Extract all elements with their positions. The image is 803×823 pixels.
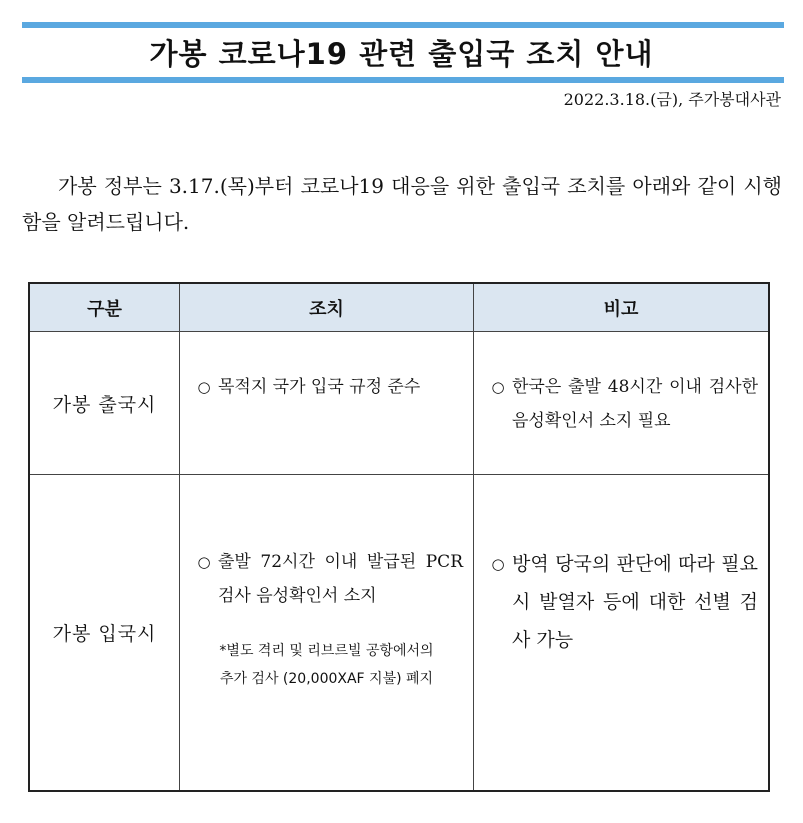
bullet-circle-icon: ○	[491, 378, 505, 396]
header-measure: 조치	[180, 284, 474, 332]
departure-measure-text: 목적지 국가 입국 규정 준수	[218, 377, 421, 397]
header-category: 구분	[30, 284, 180, 332]
dateline: 2022.3.18.(금), 주가봉대사관	[563, 90, 781, 109]
title-underline-rule	[22, 77, 784, 83]
departure-remarks-cell	[474, 332, 768, 475]
arrival-measure-cell	[180, 475, 474, 790]
intro-paragraph: 가봉 정부는 3.17.(목)부터 코로나19 대응을 위한 출입국 조치를 아래와 같이 시행함을 알려드립니다.	[22, 174, 782, 234]
bullet-circle-icon: ○	[197, 378, 211, 396]
arrival-measure-text: 출발 72시간 이내 발급된 PCR 검사 음성확인서 소지	[218, 552, 463, 606]
row-label-arrival: 가봉 입국시	[30, 475, 180, 790]
arrival-remarks-cell	[474, 475, 768, 790]
arrival-measure-footnote	[190, 637, 463, 693]
header-remarks: 비고	[474, 284, 768, 332]
measures-table	[28, 282, 770, 792]
top-rule	[22, 22, 784, 28]
departure-remarks-text: 한국은 출발 48시간 이내 검사한 음성확인서 소지 필요	[512, 377, 758, 431]
page-title: 가봉 코로나19 관련 출입국 조치 안내	[149, 37, 654, 71]
arrival-remarks-text: 방역 당국의 판단에 따라 필요시 발열자 등에 대한 선별 검사 가능	[512, 553, 758, 651]
footnote-line-1: *별도 격리 및 리브르빌 공항에서의	[219, 643, 434, 659]
bullet-circle-icon: ○	[491, 555, 505, 573]
departure-measure-cell	[180, 332, 474, 475]
bullet-circle-icon: ○	[197, 553, 211, 571]
footnote-line-2: 추가 검사 (20,000XAF 지불) 폐지	[219, 671, 434, 687]
row-label-departure: 가봉 출국시	[30, 332, 180, 475]
